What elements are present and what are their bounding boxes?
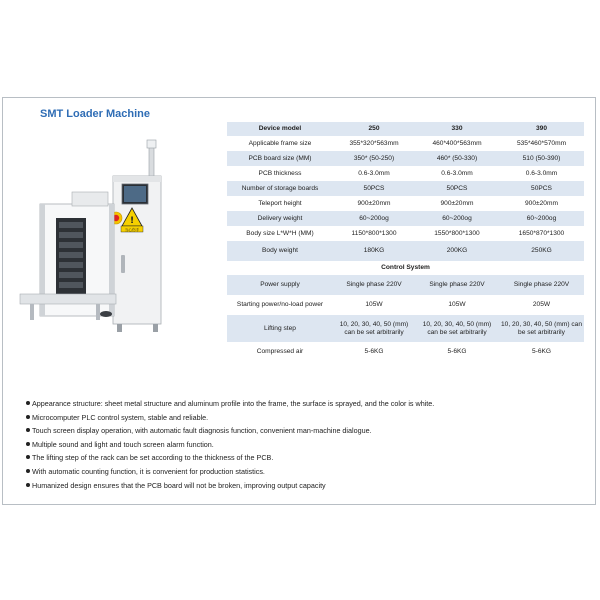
feature-item xyxy=(26,411,586,425)
bullet-icon xyxy=(26,483,30,487)
control-row xyxy=(227,315,584,342)
feature-text: Microcomputer PLC control system, stable and reliable. xyxy=(32,412,209,422)
spec-label: Teleport height xyxy=(258,199,302,207)
feature-text: The lifting step of the rack can be set according to the thickness of the PCB. xyxy=(32,453,274,463)
spec-value: 60~200og xyxy=(415,211,499,226)
spec-value: 900±20mm xyxy=(440,199,474,207)
spec-value: 510 (50-390) xyxy=(499,151,584,166)
spec-value: 0.6-3.0mm xyxy=(525,169,558,177)
spec-label: Starting power/no-load power xyxy=(236,301,324,308)
spec-value: 250KG xyxy=(499,241,584,261)
spec-header-row xyxy=(227,122,584,136)
spec-value: 5-6KG xyxy=(447,348,467,355)
feature-item xyxy=(26,465,586,479)
header-cell: 250 xyxy=(333,122,415,136)
spec-value: 200KG xyxy=(415,241,499,261)
spec-value: Single phase 220V xyxy=(499,275,584,295)
control-row xyxy=(227,275,584,295)
section-header-row xyxy=(227,261,584,275)
spec-value: 1150*800*1300 xyxy=(351,229,397,237)
spec-row xyxy=(227,241,584,261)
spec-value: 205W xyxy=(532,301,551,308)
bullet-icon xyxy=(26,455,30,459)
feature-text: Multiple sound and light and touch screen alarm function. xyxy=(32,439,214,449)
spec-label: Body size L*W*H (MM) xyxy=(246,229,314,237)
spec-label: Compressed air xyxy=(256,348,304,355)
feature-item xyxy=(26,479,586,493)
spec-value: 535*460*570mm xyxy=(516,139,567,147)
header-cell: 330 xyxy=(415,122,499,136)
spec-value: 5-6KG xyxy=(531,348,552,355)
spec-row xyxy=(227,166,584,181)
spec-row xyxy=(227,226,584,241)
spec-label: Number of storage boards xyxy=(227,181,333,196)
feature-item xyxy=(26,397,586,411)
spec-label: PCB board size (MM) xyxy=(227,151,333,166)
spec-value: 0.6-3.0mm xyxy=(358,169,390,177)
control-row xyxy=(227,295,584,315)
spec-value: 0.6-3.0mm xyxy=(441,169,473,177)
bullet-icon xyxy=(26,469,30,473)
spec-value: 1550*800*1300 xyxy=(434,229,480,237)
spec-value: 60~200og xyxy=(499,211,584,226)
spec-value: 50PCS xyxy=(333,181,415,196)
bullet-icon xyxy=(26,442,30,446)
spec-label: Applicable frame size xyxy=(248,139,312,147)
header-cell: 390 xyxy=(499,122,584,136)
feature-text: Appearance structure: sheet metal structure and aluminum profile into the frame, the surface is sprayed, and the color is white. xyxy=(32,399,435,408)
spec-value: 180KG xyxy=(333,241,415,261)
spec-value: 105W xyxy=(448,301,466,308)
spec-value: 60~200og xyxy=(333,211,415,226)
header-cell: Device model xyxy=(227,122,333,136)
spec-value: 10, 20, 30, 40, 50 (mm) can be set arbitrarily xyxy=(499,315,584,342)
spec-value: 105W xyxy=(365,301,383,308)
feature-text: Humanized design ensures that the PCB board will not be broken, improving output capacity xyxy=(32,480,326,490)
spec-label: Delivery weight xyxy=(227,211,333,226)
spec-value: 350* (50-250) xyxy=(333,151,415,166)
bullet-icon xyxy=(26,428,30,432)
spec-row xyxy=(227,181,584,196)
spec-label: PCB thickness xyxy=(258,169,302,177)
spec-value: Single phase 220V xyxy=(333,275,415,295)
spec-row xyxy=(227,196,584,211)
spec-value: 1650*870*1300 xyxy=(518,229,565,237)
section-title: Control System xyxy=(227,261,584,275)
spec-label: Body weight xyxy=(227,241,333,261)
spec-value: 50PCS xyxy=(415,181,499,196)
control-row xyxy=(227,342,584,362)
spec-value: 5-6KG xyxy=(364,348,384,355)
spec-table xyxy=(227,122,584,362)
spec-value: 460* (50-330) xyxy=(415,151,499,166)
bullet-icon xyxy=(26,401,30,405)
spec-value: 900±20mm xyxy=(357,199,391,207)
spec-value: 50PCS xyxy=(499,181,584,196)
spec-value: 460*400*563mm xyxy=(432,139,482,147)
spec-row xyxy=(227,136,584,151)
feature-item xyxy=(26,424,586,438)
feature-text: Touch screen display operation, with automatic fault diagnosis function, convenient man-machine dialogue. xyxy=(32,426,372,436)
feature-item xyxy=(26,451,586,465)
spec-label: Lifting step xyxy=(227,315,333,342)
svg-text:!: ! xyxy=(129,216,135,226)
page-title: SMT Loader Machine xyxy=(40,108,151,120)
spec-row xyxy=(227,151,584,166)
bullet-icon xyxy=(26,415,30,419)
feature-list xyxy=(26,397,586,492)
spec-value: Single phase 220V xyxy=(415,275,499,295)
spec-value: 900±20mm xyxy=(525,199,558,207)
spec-value: 355*320*563mm xyxy=(349,139,399,147)
spec-value: 10, 20, 30, 40, 50 (mm) can be set arbitrarily xyxy=(333,315,415,342)
feature-item xyxy=(26,438,586,452)
feature-text: With automatic counting function, it is convenient for production statistics. xyxy=(32,466,265,476)
spec-row xyxy=(227,211,584,226)
warning-label: 当心伤手 xyxy=(124,228,140,232)
spec-label: Power supply xyxy=(227,275,333,295)
loader-machine-image xyxy=(16,130,212,340)
spec-value: 10, 20, 30, 40, 50 (mm) can be set arbitrarily xyxy=(415,315,499,342)
